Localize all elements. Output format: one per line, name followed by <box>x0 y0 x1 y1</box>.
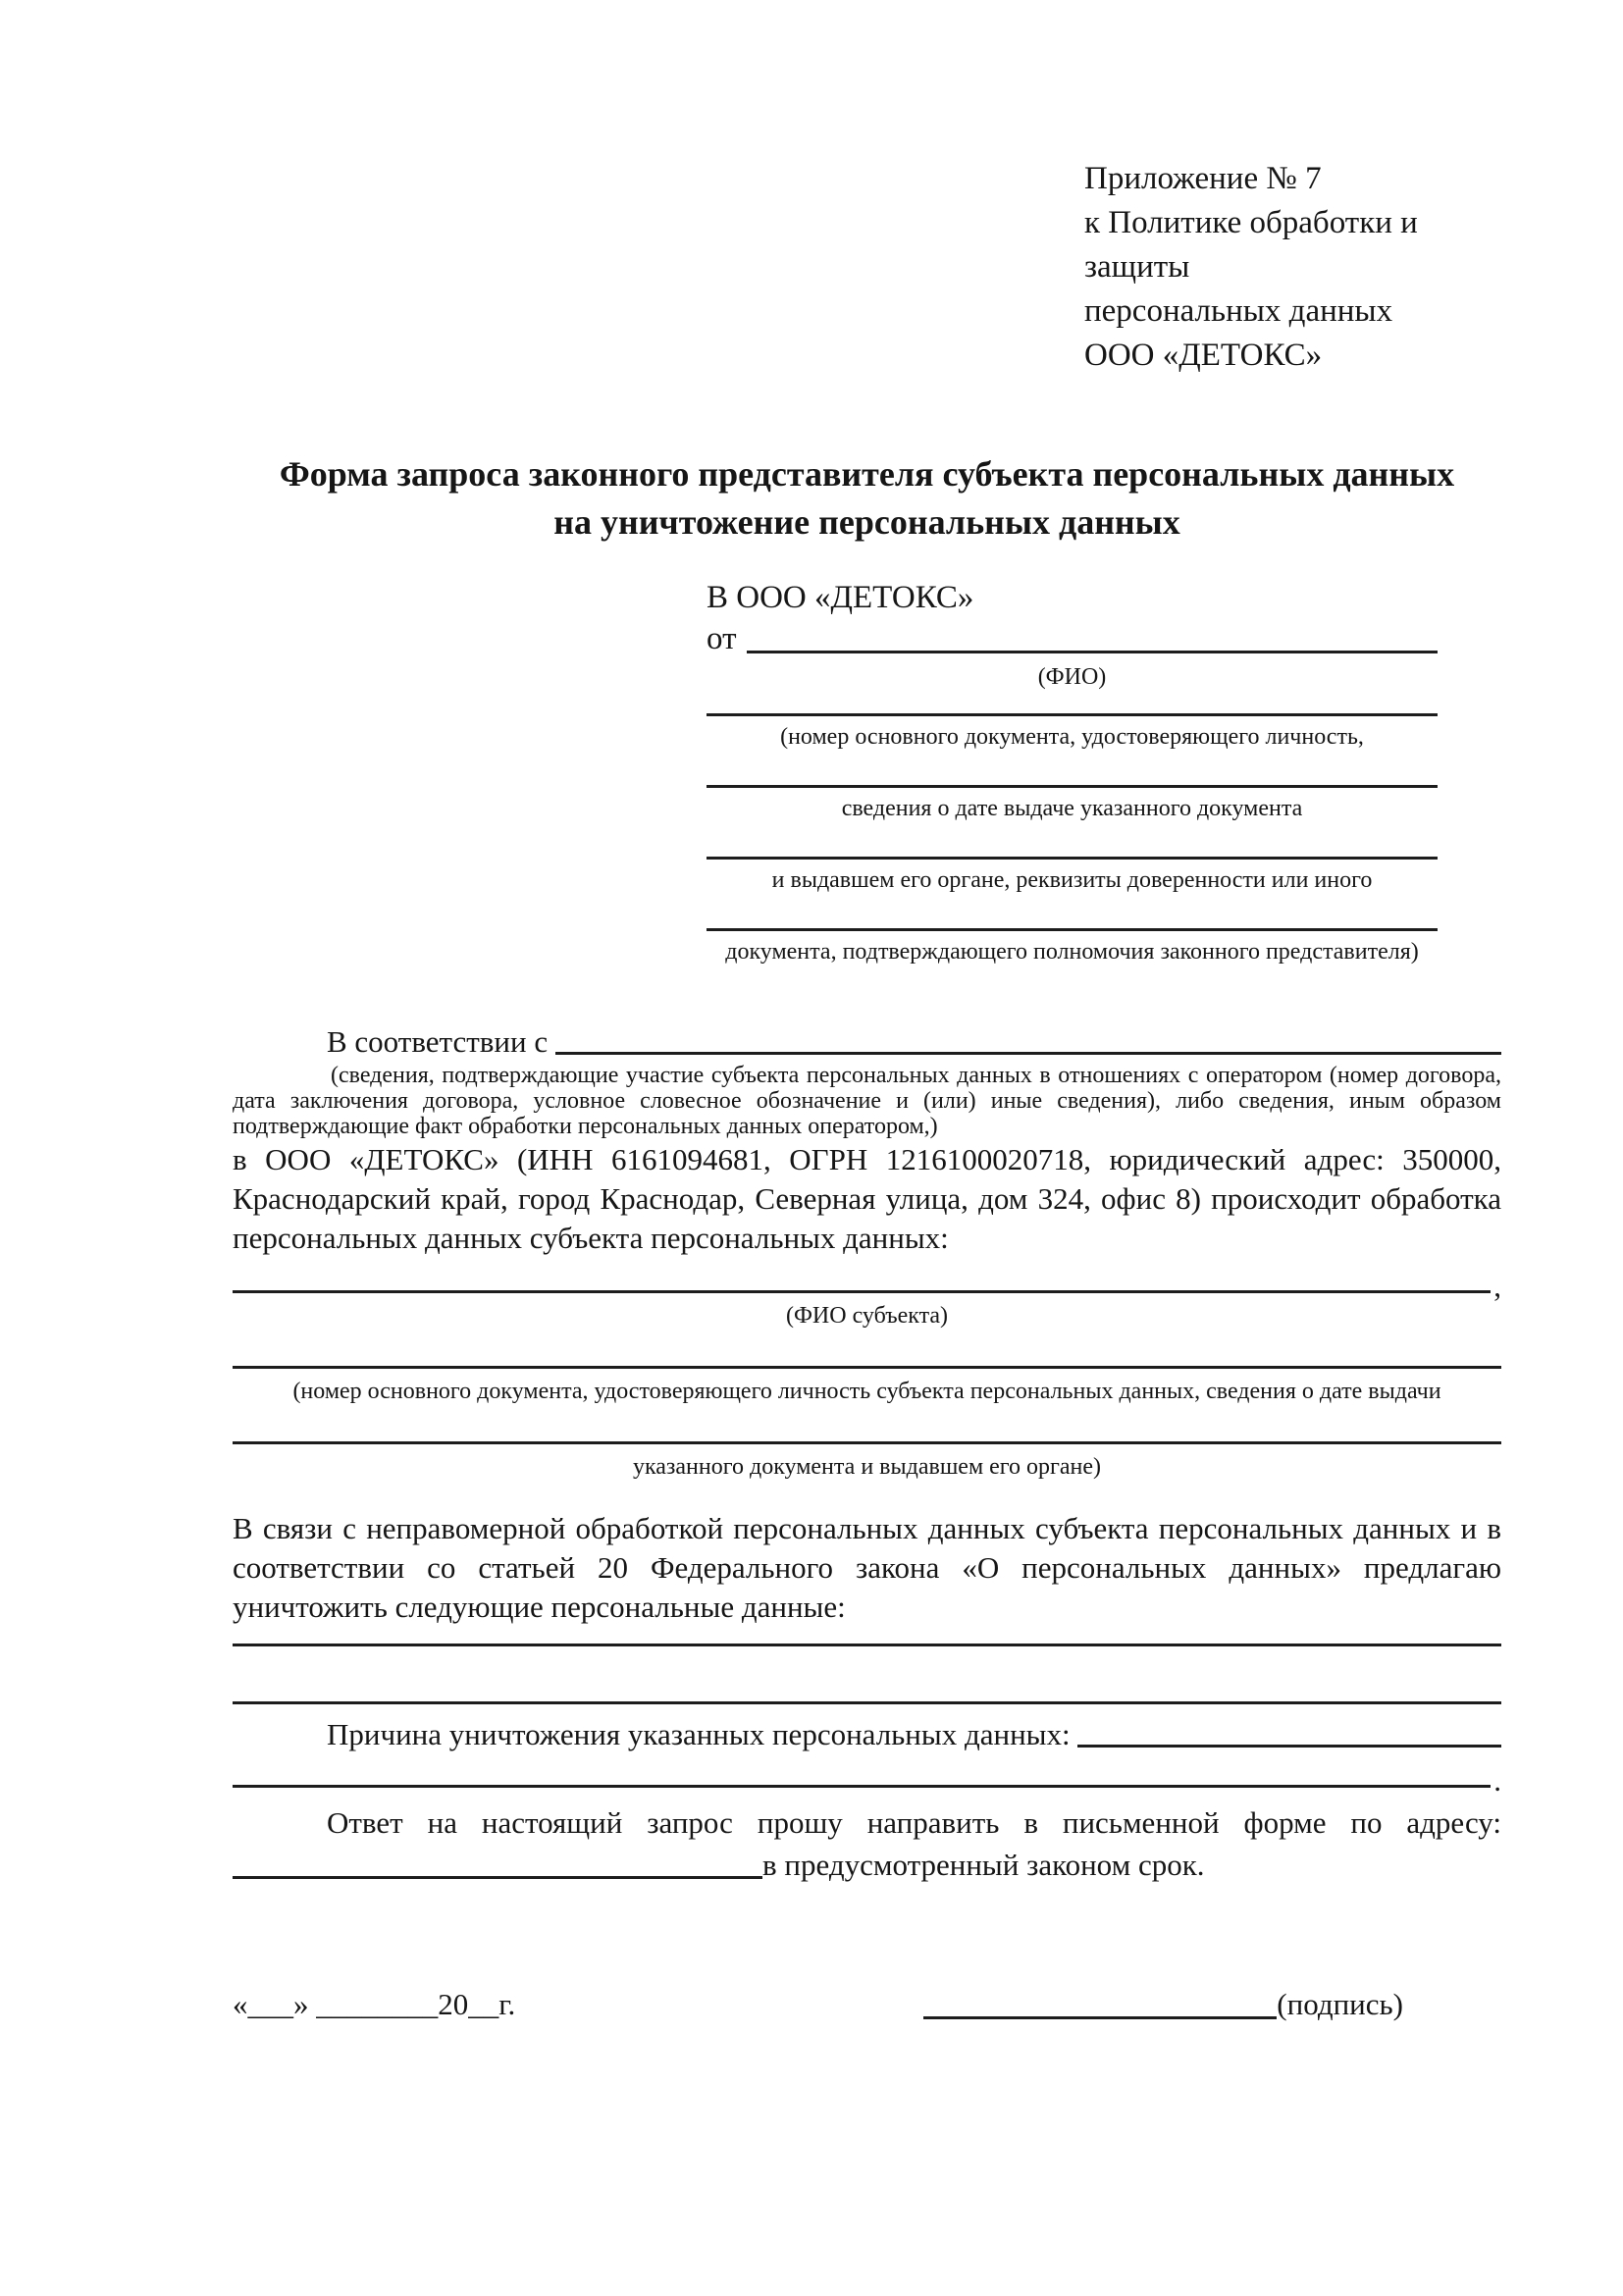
reason-continuation-row <box>233 1763 1501 1798</box>
authority-proof-blank-line[interactable] <box>707 928 1438 931</box>
from-row <box>707 617 1438 656</box>
reason-blank-line[interactable] <box>1077 1745 1501 1748</box>
date-line[interactable]: «___» ________20__г. <box>233 1987 516 2021</box>
subject-document-caption-2: указанного документа и выдавшем его органе) <box>632 1454 1102 1480</box>
document-title <box>233 450 1501 547</box>
subject-fio-caption: (ФИО субъекта) <box>785 1303 949 1329</box>
reply-request-line: Ответ на настоящий запрос прошу направить в письменной форме по адресу: <box>327 1805 1501 1840</box>
trailing-period: . <box>1493 1763 1501 1798</box>
addressee-block <box>707 578 1438 966</box>
according-blank-line[interactable] <box>555 1052 1501 1055</box>
reply-address-blank-line[interactable] <box>233 1876 762 1879</box>
issuing-authority-blank-line[interactable] <box>707 857 1438 860</box>
signature-blank-line[interactable] <box>923 2016 1277 2019</box>
demand-paragraph: В связи с неправомерной обработкой персональных данных субъекта персональных данных и в соответствии со статьей 20 Федерального закона «О персональных данных» предлагаю уничтожить следующие персональные данные: <box>233 1511 1501 1624</box>
reason-prefix: Причина уничтожения указанных персональных данных: <box>327 1717 1078 1751</box>
according-row <box>233 1019 1501 1061</box>
appendix-line: ООО «ДЕТОКС» <box>1084 338 1323 373</box>
appendix-line: Приложение № 7 <box>1084 161 1322 196</box>
reply-suffix: в предусмотренный законом срок. <box>762 1848 1205 1882</box>
subject-authority-blank-line[interactable] <box>233 1441 1501 1444</box>
appendix-line: персональных данных <box>1084 293 1393 329</box>
according-footnote: (сведения, подтверждающие участие субъекта персональных данных в отношениях с оператором (номер договора, дата заключения договора, условное словесное обозначение и (или) иные сведения), либо сведения, иным образом подтверждающие факт обработки персональных данных оператором,) <box>233 1063 1501 1139</box>
fio-caption: (ФИО) <box>1037 664 1107 690</box>
fio-blank-line[interactable] <box>747 651 1439 653</box>
document-caption-3: и выдавшем его органе, реквизиты доверенности или иного <box>771 867 1373 893</box>
footer-row <box>233 1986 1501 2023</box>
operator-paragraph: в ООО «ДЕТОКС» (ИНН 6161094681, ОГРН 1216100020718, юридический адрес: 350000, Краснодарский край, город Краснодар, Северная улица, дом 324, офис 8) происходит обработка персональных данных субъекта персональных данных: <box>233 1142 1501 1255</box>
reason-blank-line-2[interactable] <box>233 1785 1491 1788</box>
trailing-comma: , <box>1493 1269 1501 1303</box>
document-caption-4: документа, подтверждающего полномочия законного представителя) <box>725 939 1419 965</box>
subject-fio-row <box>233 1269 1501 1303</box>
reason-row <box>233 1712 1501 1753</box>
issue-date-blank-line[interactable] <box>707 785 1438 788</box>
according-prefix: В соответствии с <box>327 1024 555 1059</box>
document-caption-2: сведения о дате выдаче указанного документа <box>841 796 1303 821</box>
reply-address-row <box>233 1843 1501 1884</box>
subject-fio-blank-line[interactable] <box>233 1290 1491 1293</box>
subject-document-blank-line[interactable] <box>233 1366 1501 1369</box>
data-to-destroy-blank-line-2[interactable] <box>233 1701 1501 1704</box>
document-title-line2: на уничтожение персональных данных <box>553 502 1180 542</box>
data-to-destroy-blank-line-1[interactable] <box>233 1644 1501 1646</box>
signature-cell <box>923 1986 1403 2023</box>
appendix-line: к Политике обработки и защиты <box>1084 205 1418 285</box>
from-label: от <box>707 621 737 656</box>
document-number-blank-line[interactable] <box>707 713 1438 716</box>
document-title-line1: Форма запроса законного представителя субъекта персональных данных <box>279 454 1455 494</box>
document-caption-1: (номер основного документа, удостоверяющего личность, <box>780 724 1364 750</box>
addressee-to: В ООО «ДЕТОКС» <box>707 580 974 615</box>
appendix-block <box>1084 157 1501 378</box>
signature-caption: (подпись) <box>1277 1987 1403 2021</box>
subject-document-caption-1: (номер основного документа, удостоверяющего личность субъекта персональных данных, сведения о дате выдачи <box>292 1379 1441 1404</box>
